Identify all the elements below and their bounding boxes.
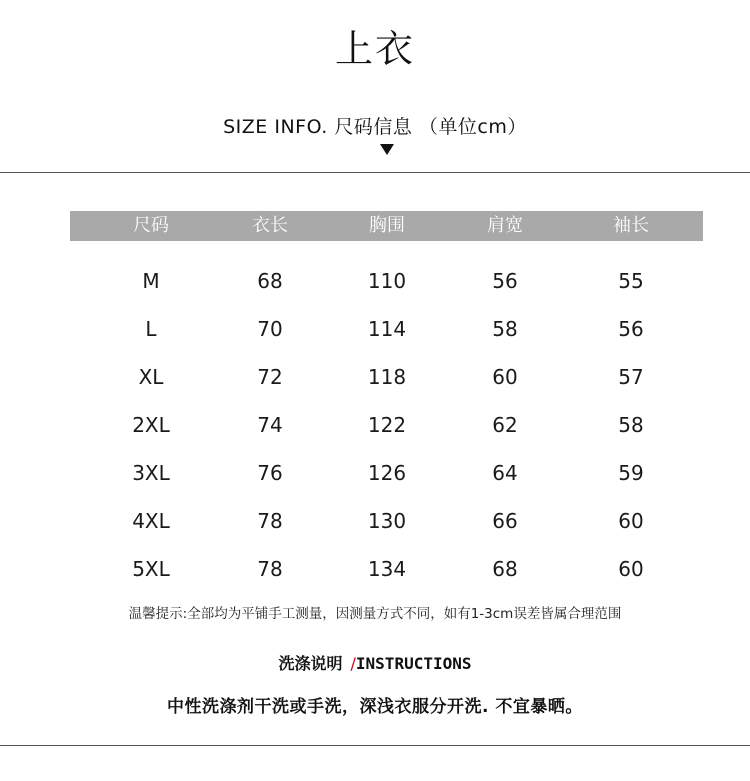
cell-size: XL [138, 365, 164, 389]
wash-note: 中性洗涤剂干洗或手洗，深浅衣服分开洗. 不宜暴晒。 [167, 697, 583, 717]
header-length: 衣长 [252, 215, 288, 236]
cell-sleeve: 57 [618, 365, 644, 389]
cell-sleeve: 59 [618, 461, 644, 485]
instructions-slash: / [350, 654, 356, 673]
cell-length: 72 [257, 365, 283, 389]
table-row [0, 362, 750, 392]
top-divider [0, 172, 750, 173]
table-row [0, 314, 750, 344]
cell-chest: 126 [367, 461, 407, 485]
cell-shoulder: 60 [492, 365, 518, 389]
cell-chest: 114 [367, 317, 407, 341]
instructions-heading [0, 651, 750, 674]
cell-sleeve: 55 [618, 269, 644, 293]
table-row [0, 506, 750, 536]
cell-chest: 118 [367, 365, 407, 389]
cell-length: 78 [257, 509, 283, 533]
cell-length: 70 [257, 317, 283, 341]
cell-sleeve: 60 [618, 557, 644, 581]
table-row [0, 266, 750, 296]
bottom-divider [0, 745, 750, 746]
measurement-tip: 温馨提示:全部均为平铺手工测量，因测量方式不同，如有1-3cm误差皆属合理范围 [128, 606, 622, 622]
cell-chest: 130 [367, 509, 407, 533]
cell-size: 2XL [132, 413, 170, 437]
arrow-down-icon [380, 144, 394, 155]
cell-size: M [142, 269, 160, 293]
header-sleeve: 袖长 [613, 215, 649, 236]
cell-size: 5XL [132, 557, 170, 581]
cell-length: 74 [257, 413, 283, 437]
instructions-en: INSTRUCTIONS [355, 654, 472, 673]
cell-size: 4XL [132, 509, 170, 533]
cell-size: L [145, 317, 157, 341]
cell-shoulder: 58 [492, 317, 518, 341]
table-row [0, 458, 750, 488]
cell-chest: 110 [367, 269, 407, 293]
cell-length: 76 [257, 461, 283, 485]
cell-sleeve: 60 [618, 509, 644, 533]
cell-shoulder: 56 [492, 269, 518, 293]
page-title: 上衣 [334, 27, 415, 71]
cell-sleeve: 58 [618, 413, 644, 437]
cell-sleeve: 56 [618, 317, 644, 341]
size-table-header [70, 211, 703, 241]
table-row [0, 410, 750, 440]
cell-chest: 134 [367, 557, 407, 581]
cell-length: 68 [257, 269, 283, 293]
header-shoulder: 肩宽 [487, 215, 523, 236]
cell-size: 3XL [132, 461, 170, 485]
cell-length: 78 [257, 557, 283, 581]
cell-chest: 122 [367, 413, 407, 437]
cell-shoulder: 66 [492, 509, 518, 533]
cell-shoulder: 68 [492, 557, 518, 581]
header-chest: 胸围 [369, 215, 405, 236]
size-info-heading: SIZE INFO. 尺码信息 （单位cm） [223, 116, 527, 138]
cell-shoulder: 62 [492, 413, 518, 437]
cell-shoulder: 64 [492, 461, 518, 485]
header-size: 尺码 [133, 215, 169, 236]
instructions-cn: 洗涤说明 [278, 654, 343, 673]
table-row [0, 554, 750, 584]
